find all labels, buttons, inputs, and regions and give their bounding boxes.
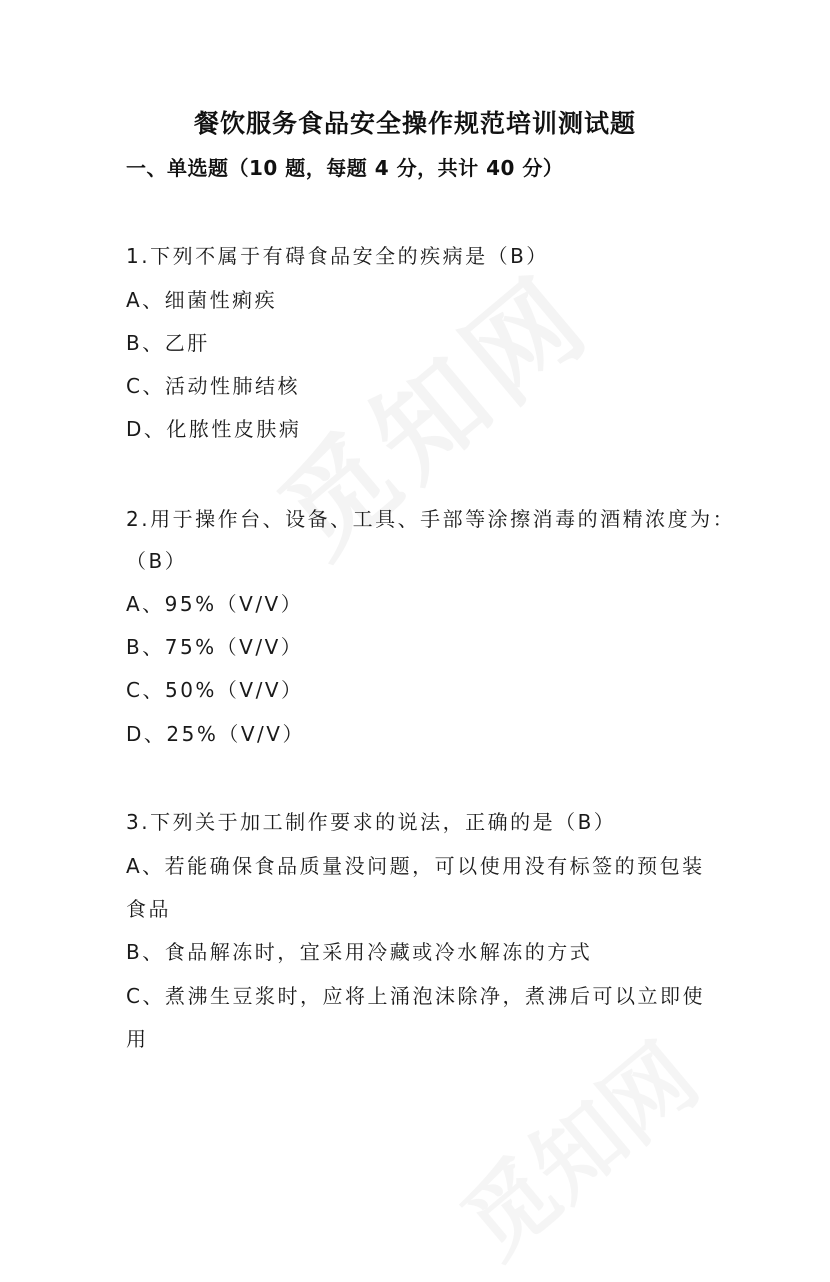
question-2-stem-cont: （B） — [126, 549, 188, 573]
section-heading: 一、单选题（10 题，每题 4 分，共计 40 分） — [126, 156, 564, 180]
question-2-option-c: C、50%（V/V） — [126, 678, 304, 702]
question-1-option-d: D、化脓性皮肤病 — [126, 417, 302, 441]
question-3-option-a: A、若能确保食品质量没问题，可以使用没有标签的预包装 — [126, 854, 705, 878]
question-3-option-a-cont: 食品 — [126, 897, 171, 921]
question-1-option-b: B、乙肝 — [126, 331, 210, 355]
question-2-option-d: D、25%（V/V） — [126, 722, 305, 746]
question-2-option-b: B、75%（V/V） — [126, 635, 304, 659]
question-1-stem: 1.下列不属于有碍食品安全的疾病是（B） — [126, 244, 549, 268]
question-1-option-c: C、活动性肺结核 — [126, 374, 300, 398]
watermark — [241, 233, 618, 585]
question-3-stem: 3.下列关于加工制作要求的说法，正确的是（B） — [126, 810, 617, 834]
question-3-option-c: C、煮沸生豆浆时，应将上涌泡沫除净，煮沸后可以立即使 — [126, 984, 705, 1008]
watermark-bottom — [430, 1008, 720, 1281]
document-title: 餐饮服务食品安全操作规范培训测试题 — [193, 109, 636, 138]
question-3-option-c-cont: 用 — [126, 1027, 149, 1051]
question-2-option-a: A、95%（V/V） — [126, 592, 304, 616]
question-2-stem: 2.用于操作台、设备、工具、手部等涂擦消毒的酒精浓度为： — [126, 507, 736, 531]
question-1-option-a: A、细菌性痢疾 — [126, 288, 278, 312]
question-3-option-b: B、食品解冻时，宜采用冷藏或冷水解冻的方式 — [126, 940, 593, 964]
